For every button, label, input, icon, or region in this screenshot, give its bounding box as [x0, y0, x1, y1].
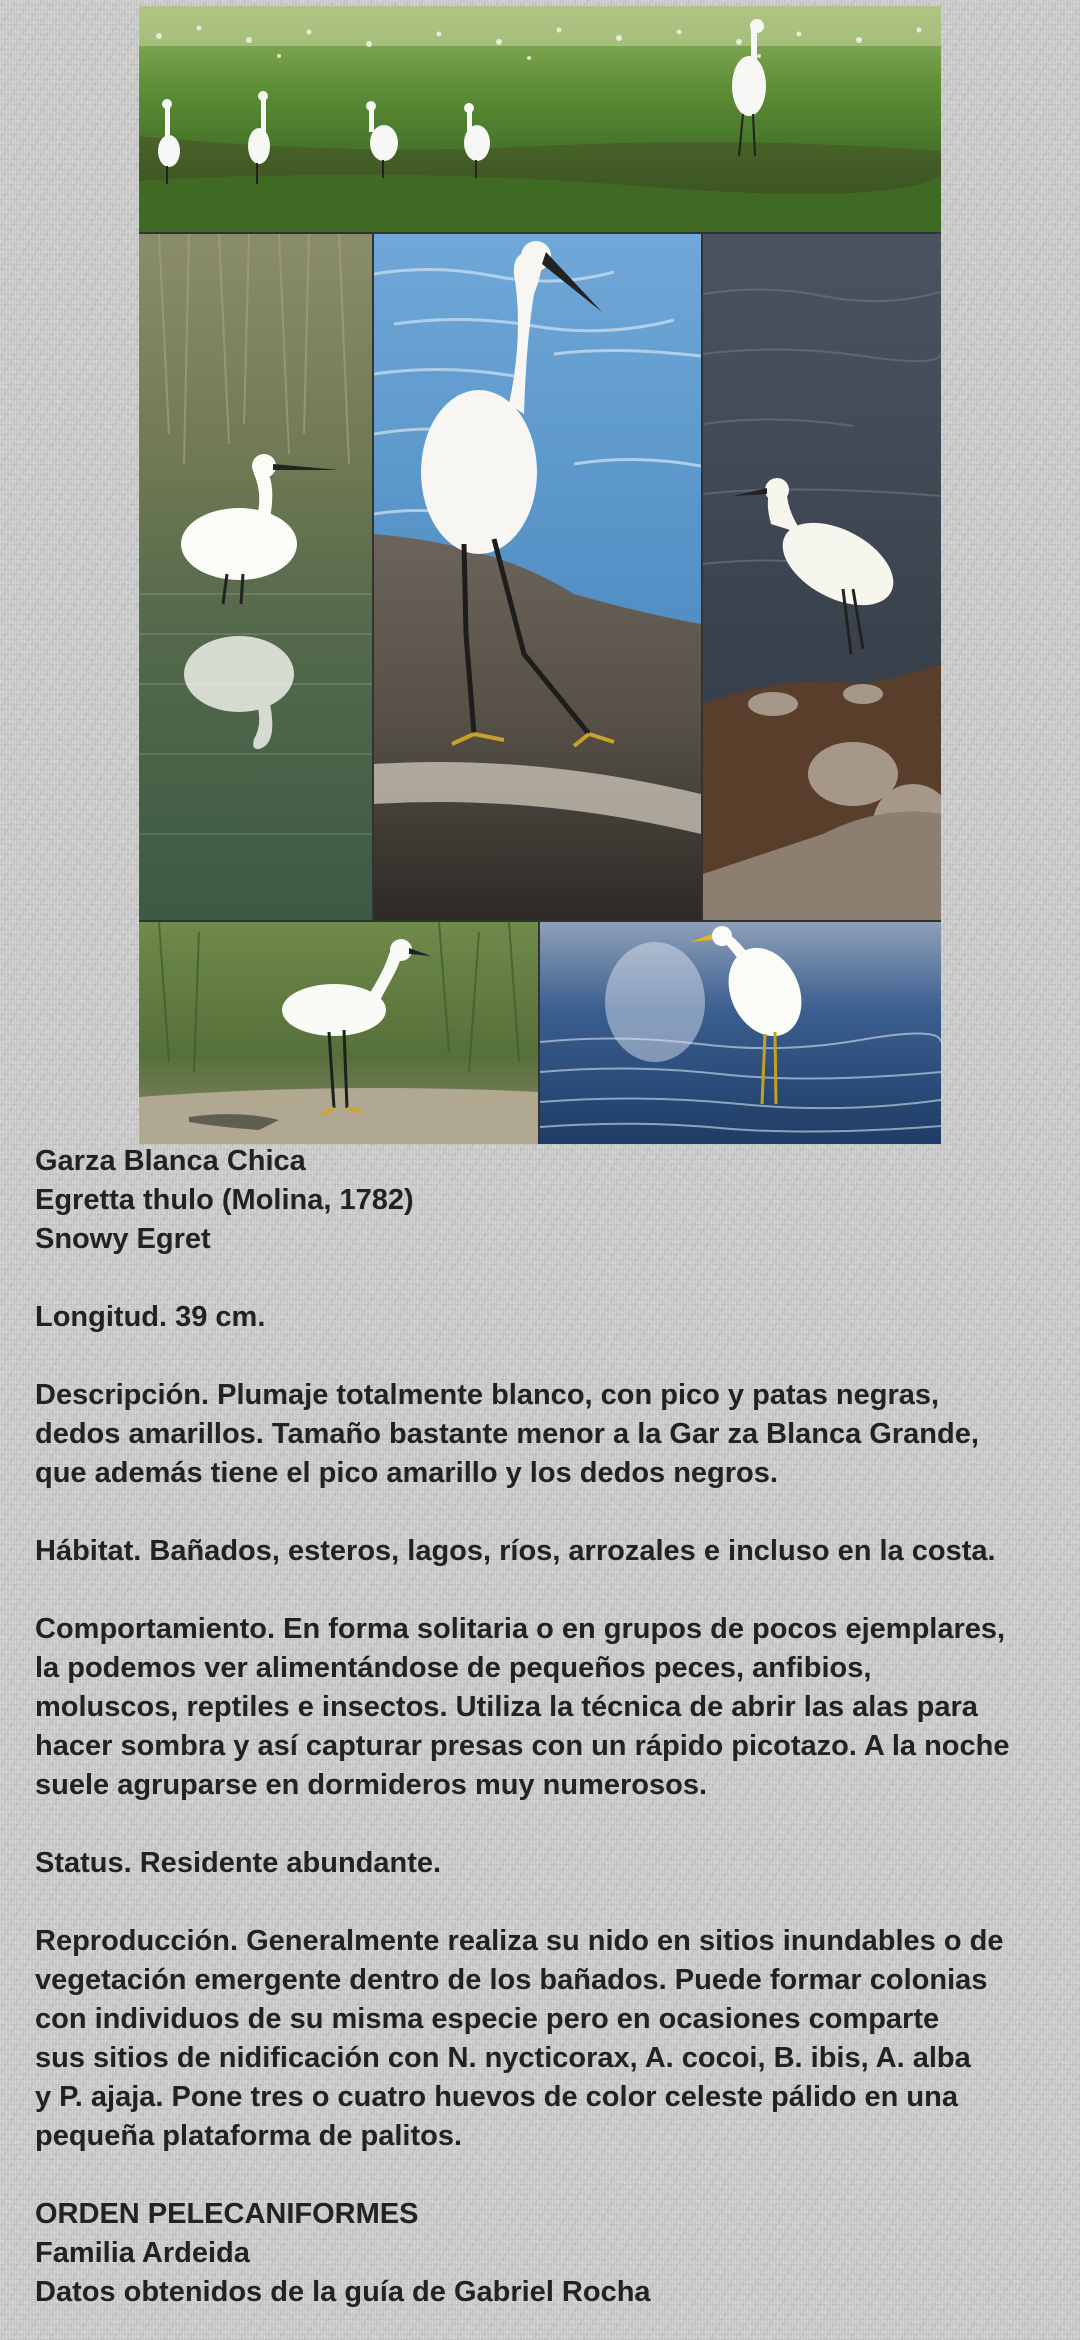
reproduction-line: y P. ajaja. Pone tres o cuatro huevos de color celeste pálido en una: [35, 2081, 958, 2113]
egret-grass-photo: [139, 922, 538, 1144]
reproduction-line: vegetación emergente dentro de los bañados. Puede formar colonias: [35, 1964, 988, 1996]
reproduction-line: con individuos de su misma especie pero en ocasiones comparte: [35, 2003, 940, 2035]
common-name-es: Garza Blanca Chica: [35, 1145, 306, 1177]
behavior-line: hacer sombra y así capturar presas con un rápido picotazo. A la noche: [35, 1730, 1010, 1762]
common-name-en: Snowy Egret: [35, 1223, 211, 1255]
spacer: [35, 2156, 1050, 2195]
spacer: [35, 1571, 1050, 1610]
behavior-line: Comportamiento. En forma solitaria o en grupos de pocos ejemplares,: [35, 1613, 1006, 1645]
egret-walking-photo: [374, 234, 701, 920]
scientific-name: Egretta thulo (Molina, 1782): [35, 1184, 414, 1216]
source-credit: Datos obtenidos de la guía de Gabriel Rocha: [35, 2276, 651, 2308]
spacer: [35, 1805, 1050, 1844]
behavior-line: suele agruparse en dormideros muy numerosos.: [35, 1769, 708, 1801]
behavior-line: moluscos, reptiles e insectos. Utiliza la técnica de abrir las alas para: [35, 1691, 978, 1723]
egret-flock-photo: [139, 6, 941, 232]
egret-reflection-photo: [139, 234, 372, 920]
egret-wading-photo: [540, 922, 941, 1144]
photo-collage: [139, 6, 941, 1144]
reproduction-line: pequeña plataforma de palitos.: [35, 2120, 463, 2152]
habitat-text: Hábitat. Bañados, esteros, lagos, ríos, arrozales e incluso en la costa.: [35, 1535, 996, 1567]
family-text: Familia Ardeida: [35, 2237, 250, 2269]
spacer: [35, 1337, 1050, 1376]
behavior-line: la podemos ver alimentándose de pequeños peces, anfibios,: [35, 1652, 872, 1684]
spacer: [35, 1259, 1050, 1298]
length-text: Longitud. 39 cm.: [35, 1301, 266, 1333]
description-line: Descripción. Plumaje totalmente blanco, con pico y patas negras,: [35, 1379, 940, 1411]
spacer: [35, 1883, 1050, 1922]
description-line: que además tiene el pico amarillo y los dedos negros.: [35, 1457, 778, 1489]
reproduction-line: Reproducción. Generalmente realiza su nido en sitios inundables o de: [35, 1925, 1004, 1957]
spacer: [35, 1493, 1050, 1532]
description-line: dedos amarillos. Tamaño bastante menor a la Gar za Blanca Grande,: [35, 1418, 979, 1450]
order-text: ORDEN PELECANIFORMES: [35, 2198, 419, 2230]
species-description: [35, 1142, 1050, 2312]
egret-rocks-photo: [703, 234, 941, 920]
reproduction-line: sus sitios de nidificación con N. nycticorax, A. cocoi, B. ibis, A. alba: [35, 2042, 971, 2074]
status-text: Status. Residente abundante.: [35, 1847, 442, 1879]
